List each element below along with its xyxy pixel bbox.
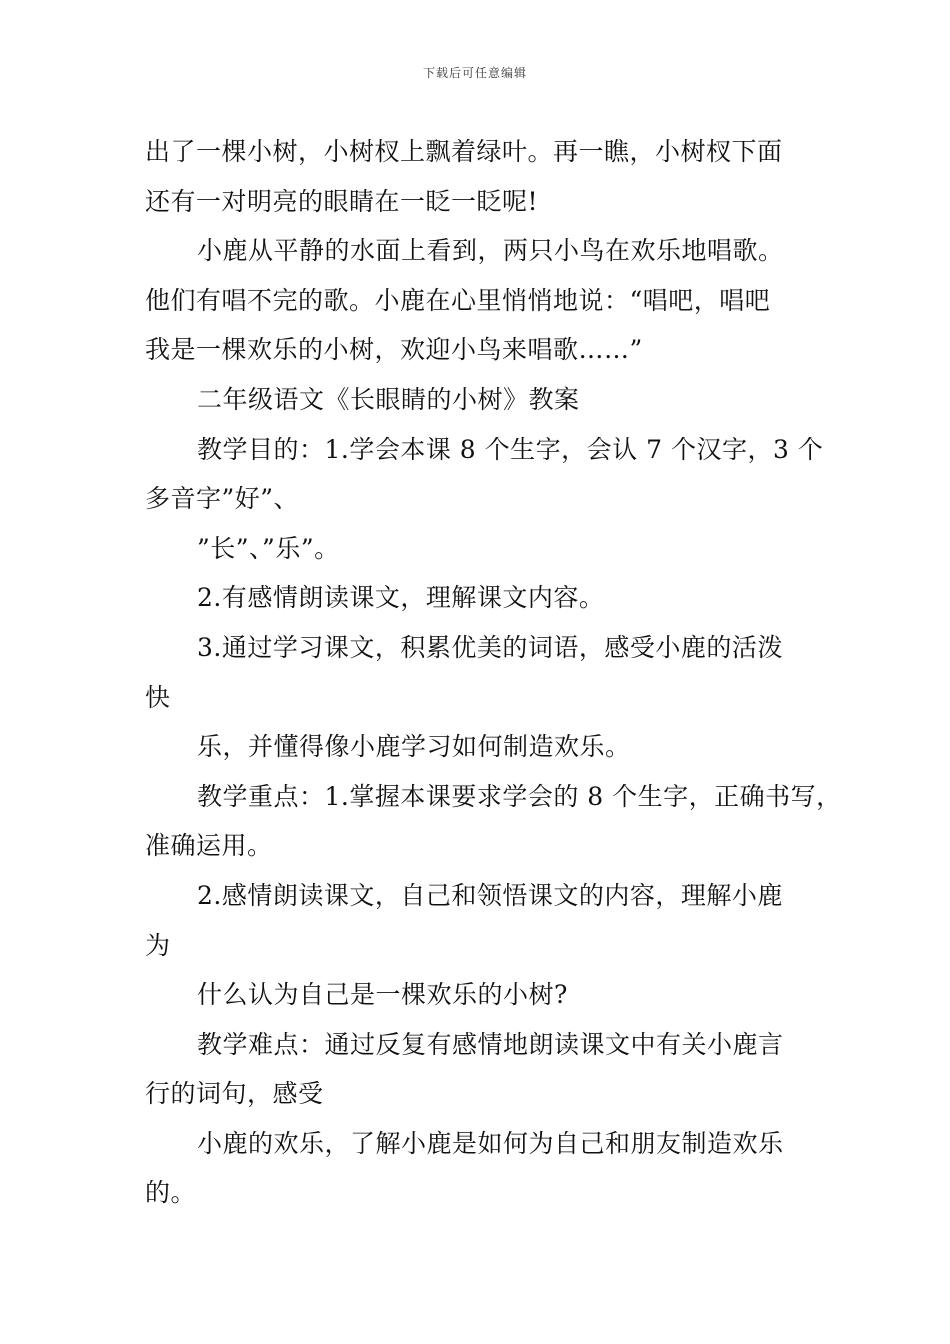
body-text — [145, 127, 842, 1218]
text-line: 教学难点：通过反复有感情地朗读课文中有关小鹿言 — [197, 1029, 784, 1059]
text-line: ”长”、”乐”。 — [197, 533, 340, 563]
text-line: 3.通过学习课文，积累优美的词语，感受小鹿的活泼 — [197, 632, 783, 662]
text-line: 2.有感情朗读课文，理解课文内容。 — [197, 583, 605, 613]
text-line: 二年级语文《长眼睛的小树》教案 — [197, 384, 580, 414]
page-header: 下载后可任意编辑 — [422, 66, 527, 80]
text-line: 行的词句，感受 — [145, 1079, 324, 1109]
text-line: 多音字”好”、 — [145, 484, 300, 514]
text-line: 2.感情朗读课文，自己和领悟课文的内容，理解小鹿 — [197, 880, 783, 910]
text-line: 为 — [145, 930, 171, 960]
text-line: 什么认为自己是一棵欢乐的小树? — [197, 980, 568, 1010]
text-line: 小鹿从平静的水面上看到，两只小鸟在欢乐地唱歌。 — [197, 236, 784, 266]
text-line: 快 — [145, 682, 171, 712]
text-line: 教学重点：1.掌握本课要求学会的 8 个生字，正确书写， — [197, 781, 842, 811]
text-line: 小鹿的欢乐，了解小鹿是如何为自己和朋友制造欢乐 — [197, 1128, 784, 1158]
text-line: 的。 — [145, 1178, 197, 1208]
text-line: 我是一棵欢乐的小树，欢迎小鸟来唱歌……” — [145, 335, 643, 365]
text-line: 他们有唱不完的歌。小鹿在心里悄悄地说：“唱吧，唱吧 — [145, 285, 771, 315]
text-line: 教学目的：1.学会本课 8 个生字，会认 7 个汉字，3 个 — [197, 434, 824, 464]
text-line: 乐，并懂得像小鹿学习如何制造欢乐。 — [197, 732, 631, 762]
text-line: 准确运用。 — [145, 831, 273, 861]
text-line: 还有一对明亮的眼睛在一眨一眨呢! — [145, 186, 539, 216]
text-line: 出了一棵小树，小树杈上飘着绿叶。再一瞧，小树杈下面 — [145, 137, 783, 166]
